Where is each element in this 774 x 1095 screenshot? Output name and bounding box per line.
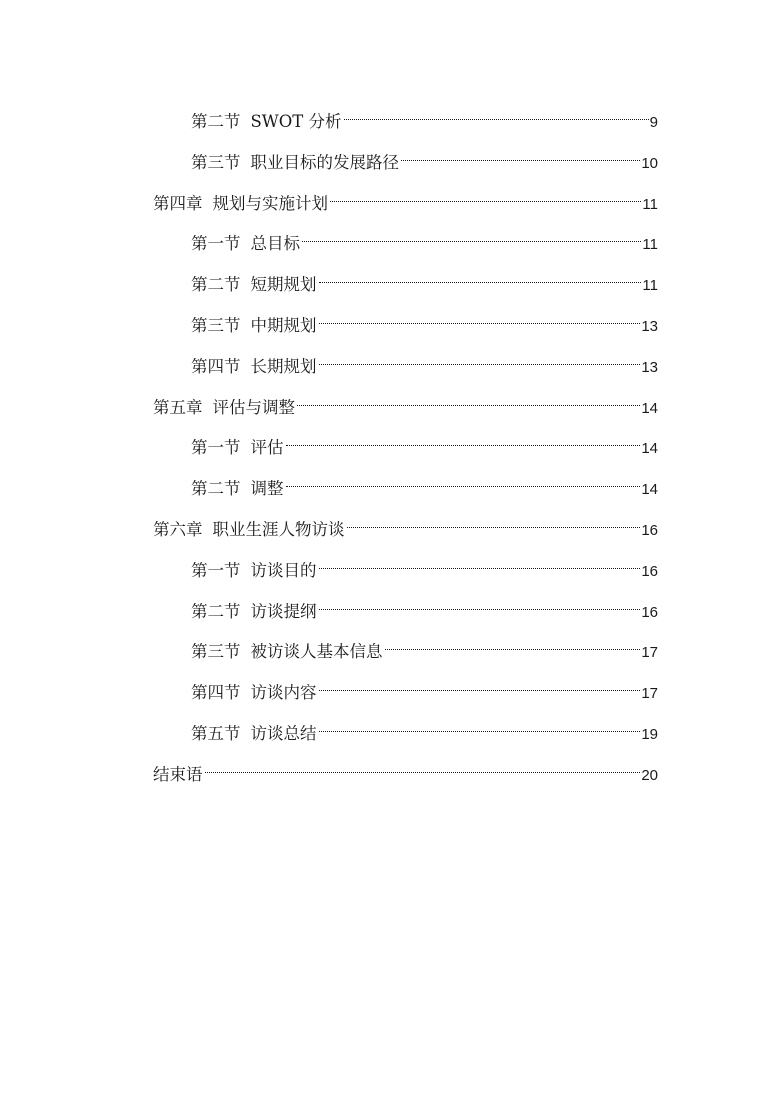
toc-dot-leader <box>319 711 641 739</box>
toc-page-number: 20 <box>641 766 658 784</box>
toc-chapter-entry[interactable] <box>153 752 658 793</box>
toc-dot-leader <box>330 181 641 209</box>
toc-dot-leader <box>385 629 641 657</box>
toc-entry-number: 第一节 <box>191 234 241 254</box>
toc-entry-title: SWOT 分析 <box>250 112 342 131</box>
toc-dot-leader <box>401 140 640 168</box>
toc-entry-title: 职业目标的发展路径 <box>250 152 399 172</box>
toc-page-number: 17 <box>641 644 658 662</box>
toc-page-number: 13 <box>641 358 658 376</box>
toc-section-entry[interactable] <box>153 221 658 262</box>
toc-entry-title: 访谈提纲 <box>250 601 317 621</box>
toc-dot-leader <box>319 344 641 372</box>
toc-section-entry[interactable] <box>153 589 658 630</box>
toc-entry-number: 第四节 <box>191 356 241 376</box>
toc-page-number: 14 <box>641 481 658 499</box>
toc-page-number: 14 <box>641 440 658 458</box>
toc-section-entry[interactable] <box>153 344 658 385</box>
toc-page-number: 14 <box>641 399 658 417</box>
toc-entry-number: 第六章 <box>153 519 203 539</box>
toc-dot-leader <box>319 548 641 576</box>
toc-entry-title: 评估与调整 <box>212 397 295 417</box>
toc-section-entry[interactable] <box>153 425 658 466</box>
toc-section-entry[interactable] <box>153 262 658 303</box>
toc-entry-title: 访谈目的 <box>250 560 317 580</box>
toc-page-number: 19 <box>641 725 658 743</box>
toc-page-number: 13 <box>641 317 658 335</box>
toc-chapter-entry[interactable] <box>153 385 658 426</box>
toc-section-entry[interactable] <box>153 670 658 711</box>
toc-entry-number: 第三节 <box>191 315 241 335</box>
toc-section-entry[interactable] <box>153 629 658 670</box>
toc-entry-title: 访谈内容 <box>250 683 317 703</box>
toc-entry-number: 第二节 <box>191 601 241 621</box>
toc-entry-title: 访谈总结 <box>250 723 317 743</box>
toc-entry-number: 第二节 <box>191 112 241 131</box>
toc-dot-leader <box>319 670 641 698</box>
toc-page-number: 16 <box>641 603 658 621</box>
toc-entry-title: 被访谈人基本信息 <box>250 642 383 662</box>
toc-entry-title: 中期规划 <box>250 315 317 335</box>
toc-section-entry[interactable] <box>153 466 658 507</box>
toc-chapter-entry[interactable] <box>153 181 658 222</box>
toc-entry-title: 短期规划 <box>250 275 317 295</box>
table-of-contents <box>153 99 658 793</box>
toc-dot-leader <box>286 466 641 494</box>
toc-page-number: 11 <box>642 236 658 254</box>
toc-entry-number: 第四节 <box>191 683 241 703</box>
toc-page-number: 11 <box>642 195 658 213</box>
toc-entry-title: 职业生涯人物访谈 <box>212 519 345 539</box>
toc-section-entry[interactable] <box>153 99 658 140</box>
toc-chapter-entry[interactable] <box>153 507 658 548</box>
toc-entry-title: 总目标 <box>250 234 300 254</box>
toc-page-number: 16 <box>641 562 658 580</box>
toc-dot-leader <box>347 507 641 535</box>
toc-page-number: 17 <box>641 685 658 703</box>
toc-section-entry[interactable] <box>153 711 658 752</box>
toc-dot-leader <box>286 425 641 453</box>
toc-entry-number: 第三节 <box>191 152 241 172</box>
toc-entry-number: 第一节 <box>191 438 241 458</box>
toc-entry-title: 规划与实施计划 <box>212 193 328 213</box>
toc-page-number: 10 <box>641 154 658 172</box>
toc-entry-number: 第二节 <box>191 275 241 295</box>
toc-entry-title: 结束语 <box>153 764 203 784</box>
toc-entry-number: 第一节 <box>191 560 241 580</box>
toc-entry-title: 长期规划 <box>250 356 317 376</box>
toc-section-entry[interactable] <box>153 140 658 181</box>
toc-page-number: 9 <box>649 114 658 131</box>
toc-dot-leader <box>302 221 641 249</box>
toc-dot-leader <box>297 385 640 413</box>
toc-page-number: 11 <box>642 277 658 295</box>
toc-entry-title: 评估 <box>250 438 284 458</box>
toc-dot-leader <box>344 99 649 127</box>
toc-entry-title: 调整 <box>250 479 284 499</box>
toc-dot-leader <box>205 752 641 780</box>
toc-entry-number: 第五章 <box>153 397 203 417</box>
toc-dot-leader <box>319 262 642 290</box>
toc-section-entry[interactable] <box>153 303 658 344</box>
toc-entry-number: 第三节 <box>191 642 241 662</box>
toc-entry-number: 第二节 <box>191 479 241 499</box>
toc-entry-number: 第四章 <box>153 193 203 213</box>
toc-section-entry[interactable] <box>153 548 658 589</box>
toc-entry-number: 第五节 <box>191 723 241 743</box>
toc-page-number: 16 <box>641 521 658 539</box>
toc-dot-leader <box>319 589 641 617</box>
toc-dot-leader <box>319 303 641 331</box>
